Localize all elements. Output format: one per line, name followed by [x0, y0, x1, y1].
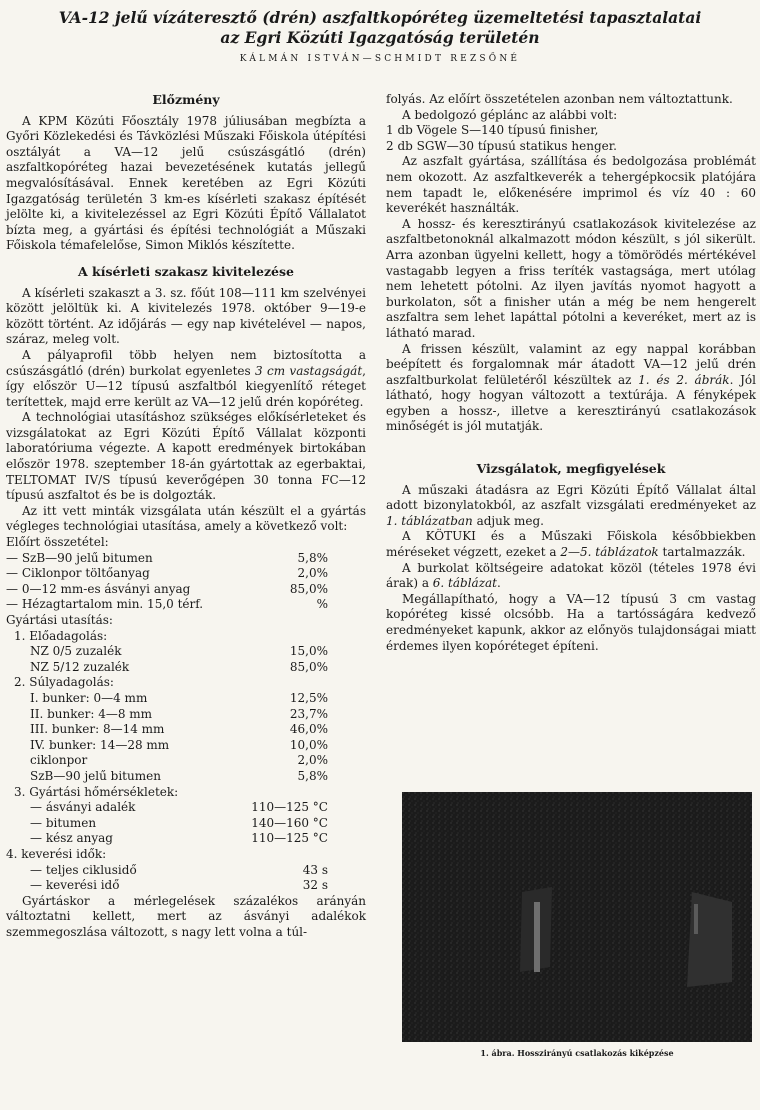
paragraph-site: A kísérleti szakaszt a 3. sz. főút 108—111 km szelvényei között jelöltük ki. A kivitelezés 1978. október 9—19-e között történt. Az időjárás — egy nap kivételével — napos, száraz, meleg volt. [6, 285, 366, 347]
step-4-title: 4. keverési idők: [6, 846, 107, 861]
heading-kivitelezes: A kísérleti szakasz kivitelezése [78, 263, 294, 279]
weighing-row [30, 722, 366, 738]
paragraph-intro: A KPM Közúti Főosztály 1978 júliusában megbízta a Győri Közlekedési és Távközlési Műszaki Főiskola útépítési osztályát a VA—12 jelű csúszásgátló (drén) aszfaltkopóréteg hazai bevezetésének kutatás jellegű megvalósításával. Ennek keretében az Egri Közúti Igazgatóság területén 3 km-es kísérleti szakasz építését jelölte ki, a kivitelezéssel az Egri Közúti Építő Vállalatot bízta meg, a gyártási és építési technológiát a Műszaki Főiskola témafelelőse, Simon Miklós készítette. [6, 113, 366, 253]
profile-text-emphasis: 3 cm vastagságát [255, 363, 363, 378]
weighing-value: 12,5% [289, 690, 328, 705]
weighing-label: SzB—90 jelű bitumen [30, 768, 161, 783]
costs-text-c: . [497, 576, 501, 591]
weighing-row [30, 738, 366, 754]
temperature-row [30, 816, 366, 832]
recipe-value: 5,8% [297, 550, 328, 565]
article-title [0, 8, 760, 48]
weighing-label: IV. bunker: 14—28 mm [30, 737, 170, 752]
step-3-list [6, 800, 366, 847]
temperature-value: 110—125 °C [251, 831, 328, 846]
mixing-time-row [30, 878, 366, 894]
profile-text-a: A pályaprofil több helyen nem biztosította a csúszásgátló (drén) burkolat egyenletes [6, 347, 366, 378]
recipe-value: 85,0% [289, 581, 328, 596]
step-1-list [6, 644, 366, 675]
profile-text-c: , így először U—12 típusú aszfaltból kiegyenlítő réteget terítettek, majd erre került az VA—12 jelű drén kopóréteg. [6, 363, 366, 409]
weighing-value: 46,0% [289, 722, 328, 737]
paragraph-continuation: folyás. Az előírt összetételen azonban nem változtattunk. [386, 92, 733, 106]
paragraph-conclusion: Megállapítható, hogy a VA—12 típusú 3 cm vastag kopóréteg kissé olcsóbb. Ha a tartósságára kedvező eredményeket kapunk, akkor az előnyös tulajdonságai miatt érdemes ilyen kopóréteget építeni. [386, 591, 756, 653]
step-3-title: 3. Gyártási hőmérsékletek: [14, 784, 179, 799]
mixing-time-row [30, 863, 366, 879]
weighing-label: I. bunker: 0—4 mm [30, 690, 148, 705]
paragraph-lab: A technológiai utasításhoz szükséges előkísérleteket és vizsgálatokat az Egri Közúti Építő Vállalat központi laboratóriuma végezte. A kapott eredmények birtokában először 1978. szeptember 18-án gyártottak az egerbaktai, TELTOMAT IV/S típusú keverőgépen 30 tonna FC—12 típusú aszfaltot és be is dolgozták. [6, 410, 366, 503]
mixing-time-value: 32 s [302, 878, 328, 893]
paragraph-profile [6, 348, 366, 410]
machine-2: 2 db SGW—30 típusú statikus henger. [386, 138, 617, 153]
weighing-label: ciklonpor [30, 753, 88, 768]
temperature-label: — kész anyag [30, 831, 113, 846]
measurements-text-c: tartalmazzák. [658, 545, 746, 560]
title-line-1: VA-12 jelű vízáteresztő (drén) aszfaltkopóréteg üzemeltetési tapasztalatai [58, 8, 702, 27]
handover-text-emphasis: 1. táblázatban [386, 513, 473, 528]
costs-text-a: A burkolat költségeire adatokat közöl (tételes 1978 évi árak) a [386, 560, 756, 591]
mixing-time-label: — keverési idő [30, 878, 120, 893]
measurements-text-a: A KÖTUKI és a Műszaki Főiskola későbbiekben méréseket végzett, ezeket a [386, 529, 756, 560]
right-column [386, 92, 756, 654]
weighing-row [30, 769, 366, 785]
figure-1-caption: 1. ábra. Hosszirányú csatlakozás kiképzése [480, 1048, 674, 1058]
weighing-value: 10,0% [289, 737, 328, 752]
paragraph-measurements [386, 529, 756, 560]
figure-1-photo [402, 792, 752, 1042]
temperature-value: 110—125 °C [251, 800, 328, 815]
weighing-value: 2,0% [297, 753, 328, 768]
temperature-label: — bitumen [30, 815, 97, 830]
recipe-row [6, 551, 366, 567]
heading-elozmeny: Előzmény [152, 92, 220, 107]
weighing-label: II. bunker: 4—8 mm [30, 706, 153, 721]
costs-text-emphasis: 6. táblázat [432, 576, 497, 591]
paragraph-texture [386, 342, 756, 436]
texture-text-a: A frissen készült, valamint az egy nappal korábban beépített és forgalomnak már átadott VA—12 jelű drén aszfaltburkolat felületéről készültek az [386, 341, 756, 387]
title-line-2: az Egri Közúti Igazgatóság területén [220, 28, 540, 47]
recipe-label: — Hézagtartalom min. 15,0 térf. [6, 597, 204, 612]
handover-text-c: adjuk meg. [472, 513, 544, 528]
paragraph-technology: Az itt vett minták vizsgálata után készült el a gyártás végleges technológiai utasítása, amely a következő volt: [6, 503, 366, 534]
left-column [6, 92, 366, 940]
step-2-title: 2. Súlyadagolás: [14, 675, 114, 690]
recipe-value: 2,0% [297, 566, 328, 581]
instruction-title: Gyártási utasítás: [6, 613, 113, 627]
mixing-time-value: 43 s [302, 862, 328, 877]
weighing-row [30, 691, 366, 707]
handover-text-a: A műszaki átadásra az Egri Közúti Építő Vállalat által adott bizonylatokból, az aszfalt vizsgálati eredményeket az [386, 482, 756, 513]
machine-1: 1 db Vögele S—140 típusú finisher, [386, 123, 599, 138]
temperature-value: 140—160 °C [251, 815, 328, 830]
recipe-row [6, 582, 366, 598]
temperature-row [30, 831, 366, 847]
step-2-list [6, 691, 366, 785]
mixing-time-label: — teljes ciklusidő [30, 862, 137, 877]
weighing-row [30, 707, 366, 723]
predosing-value: 15,0% [289, 644, 328, 659]
paragraph-machines-intro: A bedolgozó géplánc az alábbi volt: [402, 107, 618, 122]
step-4-list [6, 863, 366, 894]
weighing-label: III. bunker: 8—14 mm [30, 722, 165, 737]
recipe-row [6, 597, 366, 613]
asphalt-texture-image [402, 792, 752, 1042]
paragraph-production: Az aszfalt gyártása, szállítása és bedolgozása problémát nem okozott. Az aszfaltkeverék a tehergépkocsik platójára nem tapadt le, előkenésére imprimol és víz 40 : 60 keverékét használták. [386, 154, 756, 216]
recipe-label: — 0—12 mm-es ásványi anyag [6, 581, 191, 596]
weighing-row [30, 753, 366, 769]
paragraph-handover [386, 483, 756, 530]
recipe-value: % [316, 597, 328, 612]
recipe-label: — SzB—90 jelű bitumen [6, 550, 153, 565]
predosing-label: NZ 5/12 zuzalék [30, 659, 130, 674]
heading-vizsgalatok: Vizsgálatok, megfigyelések [476, 461, 666, 477]
recipe-list [6, 551, 366, 613]
measurements-text-emphasis: 2—5. táblázatok [560, 545, 659, 560]
texture-text-emphasis: 1. és 2. ábrák [638, 372, 730, 387]
recipe-title: Előírt összetétel: [6, 535, 109, 550]
texture-text-c: . Jól látható, hogy hogyan változott a textúrája. A fényképek egyben a hossz-, illetve a keresztirányú csatlakozások minőségét is jól mutatják. [386, 372, 756, 434]
predosing-row [30, 660, 366, 676]
weighing-value: 5,8% [297, 768, 328, 783]
step-1-title: 1. Előadagolás: [14, 628, 108, 643]
recipe-label: — Ciklonpor töltőanyag [6, 566, 150, 581]
temperature-label: — ásványi adalék [30, 800, 136, 815]
paragraph-joints: A hossz- és keresztirányú csatlakozások kivitelezése az aszfaltbetonoknál alkalmazott módon készült, s jól sikerült. Arra azonban ügyelni kellett, hogy a tömörödés mértékével vastagabb legyen a friss teríték vastagsága, mert utólag nem lehetett pótolni. Az ilyen javítás nyomot hagyott a burkolaton, sőt a finisher után a még be nem hengerelt aszfaltra sem lehet lapáttal pótolni a keveréket, mert az is látható marad. [386, 216, 756, 340]
predosing-row [30, 644, 366, 660]
weighing-value: 23,7% [289, 706, 328, 721]
temperature-row [30, 800, 366, 816]
article-authors: KÁLMÁN ISTVÁN—SCHMIDT REZSŐNÉ [239, 54, 521, 64]
predosing-label: NZ 0/5 zuzalék [30, 644, 122, 659]
paragraph-costs [386, 561, 756, 592]
recipe-row [6, 566, 366, 582]
paragraph-weighing: Gyártáskor a mérlegelések százalékos arányán változtatni kellett, mert az ásványi adalékok szemmegoszlása változott, s nagy lett volna a túl- [6, 893, 366, 939]
predosing-value: 85,0% [289, 659, 328, 674]
